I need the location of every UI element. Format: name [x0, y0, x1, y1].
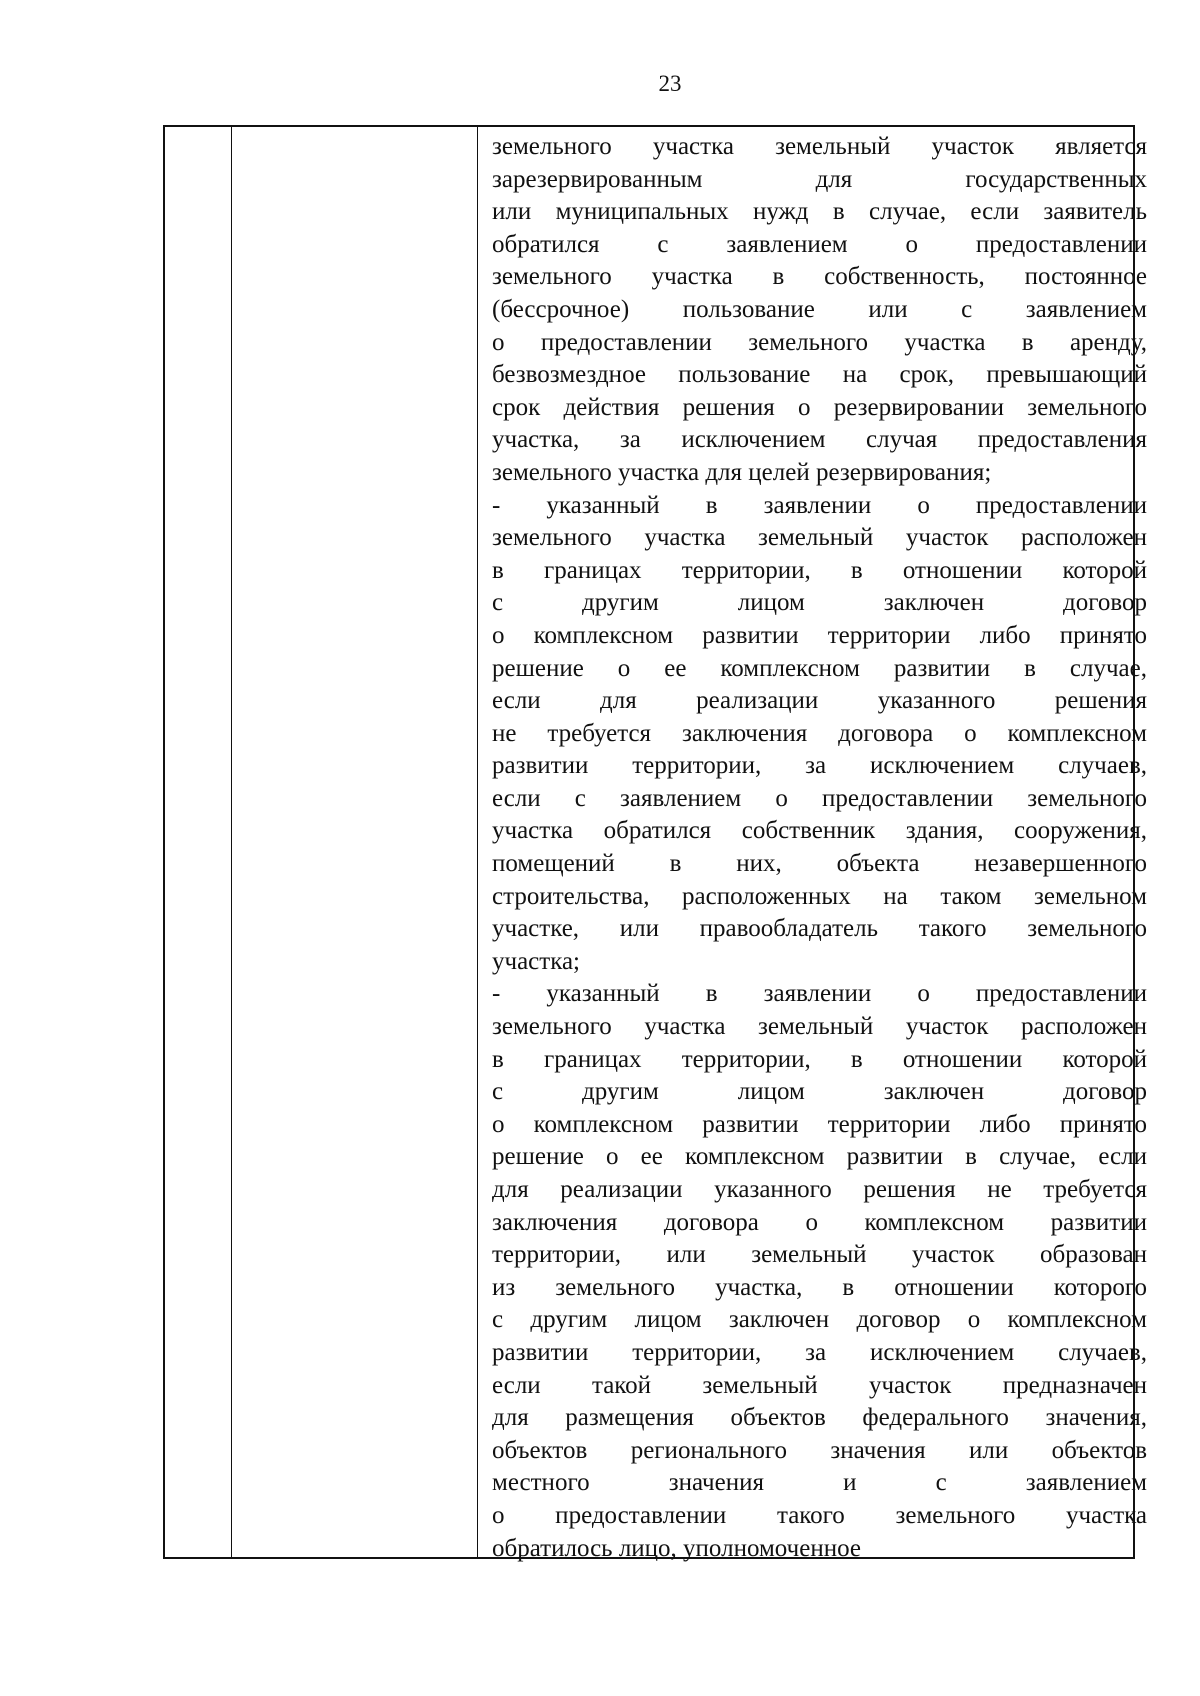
text-line: местного значения и с заявлением [492, 1469, 1147, 1497]
column-divider-1 [231, 127, 232, 1557]
text-line: земельного участка земельный участок является [492, 133, 1147, 160]
text-line: с другим лицом заключен договор [492, 589, 1147, 617]
text-line: с другим лицом заключен договор о комплексном [492, 1306, 1147, 1334]
text-line: (бессрочное) пользование или с заявлением [492, 295, 1147, 323]
text-line: земельного участка в собственность, постоянное [492, 263, 1147, 291]
text-line: обратился с заявлением о предоставлении [492, 230, 1147, 258]
text-line: - указанный в заявлении о предоставлении [492, 980, 1147, 1008]
text-line: - указанный в заявлении о предоставлении [492, 491, 1147, 519]
text-line: развитии территории, за исключением случаев, [492, 752, 1147, 780]
text-line: если с заявлением о предоставлении земельного [492, 784, 1147, 812]
text-line: или муниципальных нужд в случае, если заявитель [492, 198, 1147, 226]
text-line: если для реализации указанного решения [492, 687, 1147, 715]
text-line: о комплексном развитии территории либо принято [492, 1110, 1147, 1138]
text-line: участка обратился собственник здания, сооружения, [492, 817, 1147, 845]
text-line: для размещения объектов федерального значения, [492, 1404, 1147, 1432]
page-number: 23 [658, 71, 682, 96]
text-line: для реализации указанного решения не требуется [492, 1176, 1147, 1203]
text-line: не требуется заключения договора о комплексном [492, 719, 1147, 747]
text-line: решение о ее комплексном развитии в случае, [492, 654, 1147, 682]
text-line: из земельного участка, в отношении которого [492, 1273, 1147, 1301]
text-line: земельного участка земельный участок расположен [492, 1013, 1147, 1041]
document-table [163, 125, 1147, 1562]
text-line: решение о ее комплексном развитии в случае, если [492, 1143, 1147, 1171]
text-line: о предоставлении такого земельного участка [492, 1501, 1147, 1529]
text-line: в границах территории, в отношении которой [492, 1045, 1147, 1073]
text-line: участка, за исключением случая предоставления [492, 426, 1147, 454]
text-line: о комплексном развитии территории либо принято [492, 621, 1147, 649]
text-line: с другим лицом заключен договор [492, 1078, 1147, 1106]
text-line: обратилось лицо, уполномоченное [492, 1534, 861, 1562]
text-line: помещений в них, объекта незавершенного [492, 850, 1147, 878]
text-line: если такой земельный участок предназначен [492, 1371, 1147, 1399]
text-line: о предоставлении земельного участка в аренду, [492, 328, 1147, 356]
text-line: земельного участка земельный участок расположен [492, 524, 1147, 552]
text-line: заключения договора о комплексном развитии [492, 1208, 1147, 1236]
text-line: безвозмездное пользование на срок, превышающий [492, 361, 1147, 389]
text-line: зарезервированным для государственных [492, 165, 1147, 193]
text-line: участка; [492, 947, 581, 975]
text-line: срок действия решения о резервировании земельного [492, 393, 1147, 421]
text-line: земельного участка для целей резервирования; [492, 458, 992, 486]
text-line: в границах территории, в отношении которой [492, 556, 1147, 584]
text-line: территории, или земельный участок образован [492, 1241, 1147, 1269]
text-line: объектов регионального значения или объектов [492, 1436, 1147, 1464]
table-cell-text [492, 131, 1147, 1565]
text-line: строительства, расположенных на таком земельном [492, 882, 1147, 910]
text-line: развитии территории, за исключением случаев, [492, 1338, 1147, 1366]
text-line: участке, или правообладатель такого земельного [492, 915, 1147, 943]
column-divider-2 [477, 127, 478, 1557]
